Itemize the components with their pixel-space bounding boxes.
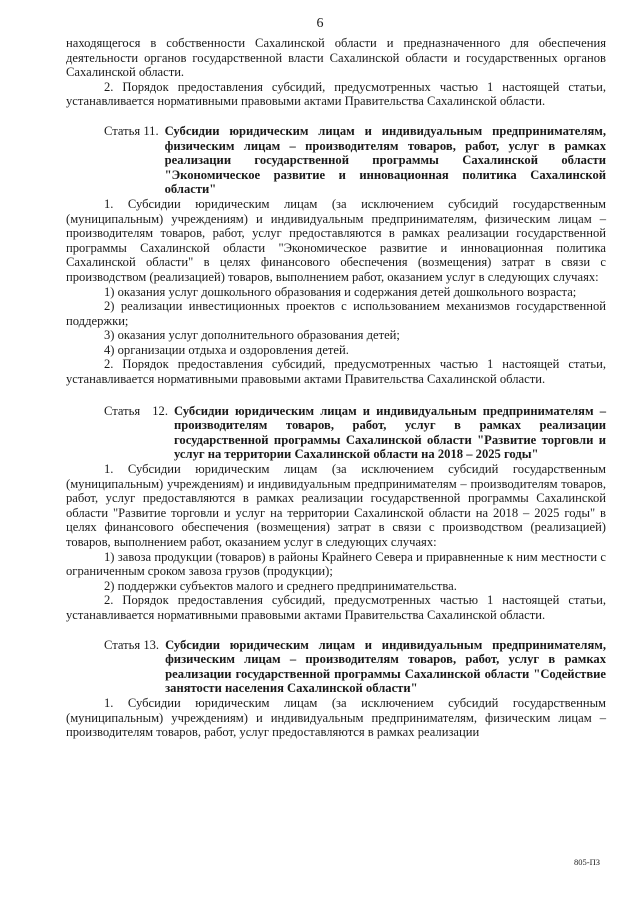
article-heading-11: [66, 124, 606, 197]
article-label: [66, 404, 168, 462]
list-item: 1) завоза продукции (товаров) в районы Крайнего Севера и приравненные к ним местности с ограниченным сроком завоза грузов (продукции);: [66, 549, 606, 579]
article-title: Субсидии юридическим лицам и индивидуальным предпринимателям, физическим лицам – производителям товаров, работ, услуг в рамках реализации государственной программы Сахалинской области "Содействие занятости населения Сахалинской области": [165, 637, 606, 696]
paragraph: 2. Порядок предоставления субсидий, предусмотренных частью 1 настоящей статьи, устанавливается нормативными правовыми актами Правительства Сахалинской области.: [66, 79, 606, 109]
list-item: 1) оказания услуг дошкольного образования и содержания детей дошкольного возраста;: [104, 284, 577, 299]
paragraph: 2. Порядок предоставления субсидий, предусмотренных частью 1 настоящей статьи, устанавливается нормативными правовыми актами Правительства Сахалинской области.: [66, 593, 606, 622]
list-item: 2) реализации инвестиционных проектов с использованием механизмов государственной поддержки;: [66, 299, 606, 328]
article-label: Статья 13.: [104, 637, 160, 652]
article-title: Субсидии юридическим лицам и индивидуальным предпринимателям, физическим лицам – производителям товаров, работ, услуг в рамках реализации государственной программы Сахалинской области "Экономическое развитие и инновационная политика Сахалинской области": [164, 123, 606, 197]
document-body: [66, 36, 606, 740]
article-heading-12: [66, 404, 606, 462]
page-number: 6: [316, 16, 324, 31]
list-item: 2) поддержки субъектов малого и среднего предпринимательства.: [104, 578, 457, 593]
list-item: 3) оказания услуг дополнительного образования детей;: [104, 328, 400, 343]
article-title: Субсидии юридическим лицам и индивидуальным предпринимателям – производителям товаров, работ, услуг в рамках реализации государственной программы Сахалинской области "Развитие торговли и услуг на территории Сахалинской области на 2018 – 2025 годы": [174, 403, 606, 462]
article-heading-13: [66, 638, 606, 696]
list-item: 4) организации отдыха и оздоровления детей.: [104, 342, 349, 357]
paragraph: 1. Субсидии юридическим лицам (за исключением субсидий государственным (муниципальным) учреждениям) и индивидуальным предпринимателям, физическим лицам – производителям товаров, работ, услуг предоставляются в рамках реализации: [66, 695, 606, 740]
article-label: Статья 11.: [104, 123, 159, 138]
article-label-number: 12.: [152, 403, 168, 418]
footer-code: 805-ПЗ: [574, 857, 600, 867]
paragraph: находящегося в собственности Сахалинской области и предназначенного для обеспечения деятельности органов государственной власти Сахалинской области и государственных органов Сахалинской области.: [66, 36, 606, 80]
article-label-word: Статья: [104, 403, 141, 418]
paragraph: 1. Субсидии юридическим лицам (за исключением субсидий государственным (муниципальным) учреждениям) и индивидуальным предпринимателям – производителям товаров, работ, услуг предоставляются в рамках реализации государственной программы Сахалинской области "Развитие торговли и услуг на территории Сахалинской области на 2018 – 2025 годы" в целях финансового обеспечения (возмещения) затрат в связи с производством (реализацией) товаров, выполнением работ, оказанием услуг в следующих случаях:: [66, 462, 606, 549]
paragraph: 1. Субсидии юридическим лицам (за исключением субсидий государственным (муниципальным) учреждениям) и индивидуальным предпринимателям, физическим лицам – производителям товаров, работ, услуг предоставляются в рамках реализации государственной программы Сахалинской области "Экономическое развитие и инновационная политика Сахалинской области" в целях финансового обеспечения (возмещения) затрат в связи с производством (реализацией) товаров, выполнением работ, оказанием услуг в следующих случаях:: [66, 196, 606, 284]
paragraph: 2. Порядок предоставления субсидий, предусмотренных частью 1 настоящей статьи, устанавливается нормативными правовыми актами Правительства Сахалинской области.: [66, 357, 606, 387]
